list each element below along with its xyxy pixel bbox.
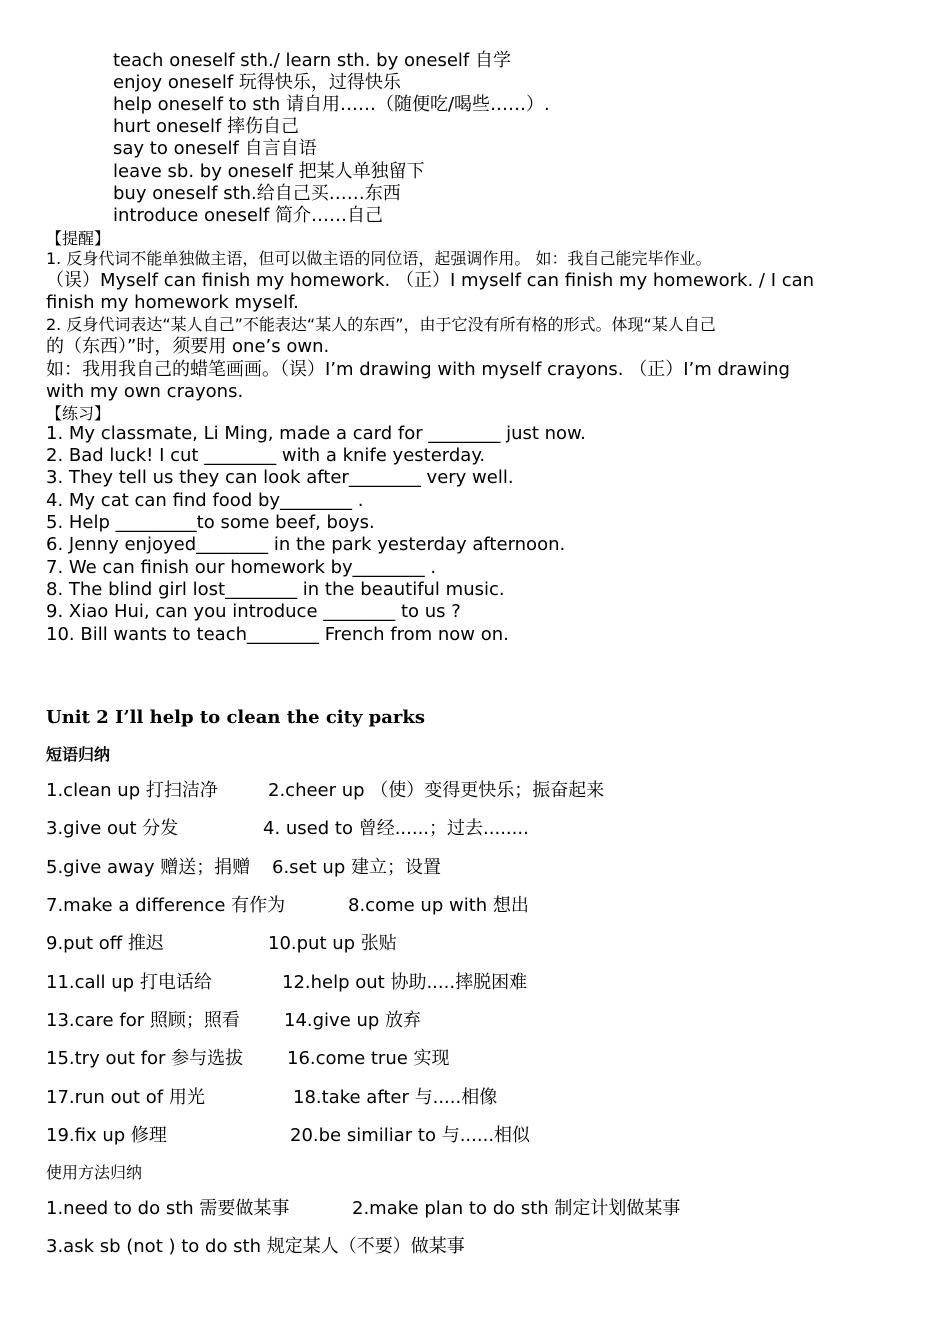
- reminder-title: 【提醒】: [46, 229, 111, 248]
- phrase-line: introduce oneself 简介……自己: [113, 205, 384, 226]
- practice-item: 3. They tell us they can look after________ very well.: [46, 467, 514, 488]
- practice-item: 5. Help _________to some beef, boys.: [46, 512, 375, 533]
- reminder-text: （误）Myself can finish my homework. （正）I myself can finish my homework. / I can: [46, 270, 815, 291]
- practice-item: 9. Xiao Hui, can you introduce ________ to us ?: [46, 601, 461, 622]
- practice-item: 10. Bill wants to teach________ French from now on.: [46, 624, 509, 645]
- phrase-item: 18.take after 与.....相像: [293, 1087, 498, 1108]
- section-heading: 使用方法归纳: [46, 1163, 143, 1182]
- practice-item: 4. My cat can find food by________ .: [46, 490, 364, 511]
- phrase-line: buy oneself sth.给自己买……东西: [113, 183, 401, 204]
- phrase-line: leave sb. by oneself 把某人单独留下: [113, 161, 425, 182]
- usage-item: 1.need to do sth 需要做某事: [46, 1198, 290, 1219]
- phrase-item: 13.care for 照顾；照看: [46, 1010, 240, 1031]
- reminder-text: 2. 反身代词表达“某人自己”不能表达“某人的东西”，由于它没有所有格的形式。体现“某人自己: [46, 315, 716, 334]
- phrase-item: 2.cheer up （使）变得更快乐；振奋起来: [268, 780, 605, 801]
- section-heading: 短语归纳: [46, 745, 111, 764]
- phrase-item: 9.put off 推迟: [46, 933, 164, 954]
- phrase-item: 20.be similiar to 与......相似: [290, 1125, 531, 1146]
- unit-heading: Unit 2 I’ll help to clean the city parks: [46, 707, 426, 728]
- phrase-item: 10.put up 张贴: [268, 933, 397, 954]
- phrase-item: 5.give away 赠送；捐赠: [46, 857, 251, 878]
- phrase-item: 3.give out 分发: [46, 818, 179, 839]
- reminder-text: finish my homework myself.: [46, 292, 299, 313]
- reminder-text: with my own crayons.: [46, 381, 244, 402]
- phrase-item: 11.call up 打电话给: [46, 972, 212, 993]
- phrase-line: enjoy oneself 玩得快乐，过得快乐: [113, 72, 401, 93]
- practice-item: 8. The blind girl lost________ in the beautiful music.: [46, 579, 505, 600]
- phrase-line: teach oneself sth./ learn sth. by oneself 自学: [113, 50, 511, 71]
- phrase-item: 16.come true 实现: [287, 1048, 450, 1069]
- phrase-item: 4. used to 曾经......；过去........: [263, 818, 529, 839]
- reminder-text: 的（东西）”时，须要用 one’s own.: [46, 336, 330, 357]
- practice-item: 6. Jenny enjoyed________ in the park yesterday afternoon.: [46, 534, 566, 555]
- practice-title: 【练习】: [46, 404, 111, 423]
- practice-item: 7. We can finish our homework by________ .: [46, 557, 437, 578]
- reminder-text: 如：我用我自己的蜡笔画画。（误）I’m drawing with myself crayons. （正）I’m drawing: [46, 359, 790, 380]
- phrase-item: 19.fix up 修理: [46, 1125, 167, 1146]
- practice-item: 1. My classmate, Li Ming, made a card for ________ just now.: [46, 423, 586, 444]
- phrase-item: 12.help out 协助.....摔脱困难: [282, 972, 528, 993]
- practice-item: 2. Bad luck! I cut ________ with a knife yesterday.: [46, 445, 486, 466]
- phrase-item: 7.make a difference 有作为: [46, 895, 286, 916]
- phrase-item: 8.come up with 想出: [348, 895, 529, 916]
- phrase-item: 14.give up 放弃: [284, 1010, 422, 1031]
- reminder-text: 1. 反身代词不能单独做主语，但可以做主语的同位语，起强调作用。 如：我自己能完毕作业。: [46, 249, 712, 268]
- usage-item: 2.make plan to do sth 制定计划做某事: [352, 1198, 681, 1219]
- phrase-item: 1.clean up 打扫洁净: [46, 780, 218, 801]
- usage-item: 3.ask sb (not ) to do sth 规定某人（不要）做某事: [46, 1236, 465, 1257]
- phrase-item: 17.run out of 用光: [46, 1087, 205, 1108]
- phrase-line: help oneself to sth 请自用……（随便吃/喝些……）.: [113, 94, 550, 115]
- phrase-line: hurt oneself 摔伤自己: [113, 116, 300, 137]
- phrase-line: say to oneself 自言自语: [113, 138, 317, 159]
- phrase-item: 6.set up 建立；设置: [272, 857, 441, 878]
- phrase-item: 15.try out for 参与选拔: [46, 1048, 244, 1069]
